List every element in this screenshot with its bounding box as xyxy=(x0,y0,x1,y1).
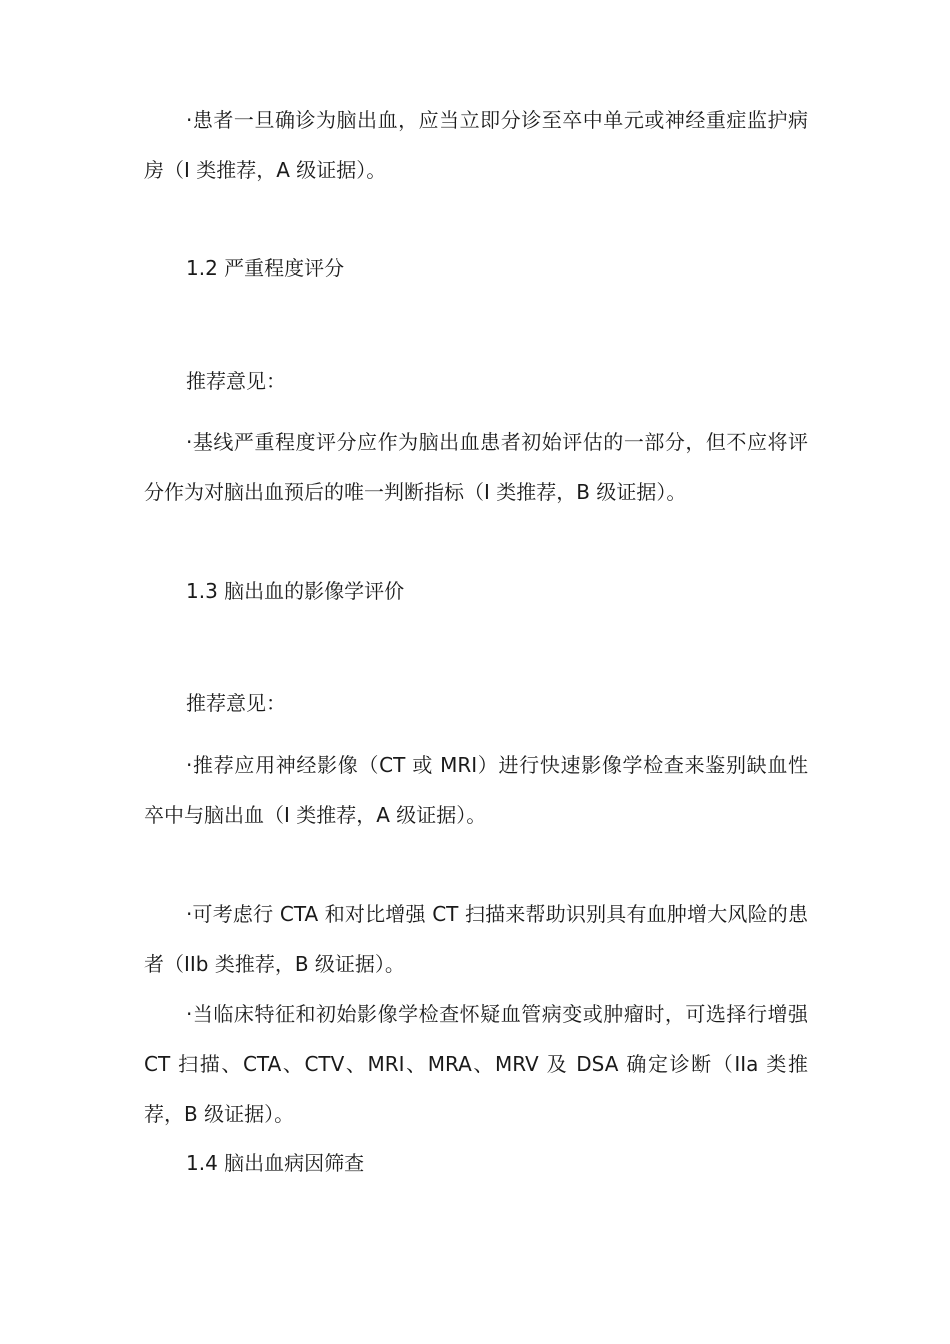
recommendation-label: 推荐意见： xyxy=(186,369,286,393)
paragraph-severity-score: ·基线严重程度评分应作为脑出血患者初始评估的一部分，但不应将评分作为对脑出血预后的唯一判断指标（I 类推荐，B 级证据）。 xyxy=(144,430,808,504)
section-heading-1-2: 1.2 严重程度评分 xyxy=(186,256,345,280)
paragraph-triage: ·患者一旦确诊为脑出血，应当立即分诊至卒中单元或神经重症监护病房（I 类推荐，A 级证据）。 xyxy=(144,108,808,182)
section-heading-1-4: 1.4 脑出血病因筛查 xyxy=(186,1151,365,1175)
paragraph-vascular-lesion: ·当临床特征和初始影像学检查怀疑血管病变或肿瘤时，可选择行增强 CT 扫描、CTA、CTV、MRI、MRA、MRV 及 DSA 确定诊断（IIa 类推荐，B 级证据）。 xyxy=(144,1002,808,1126)
paragraph-neuroimaging: ·推荐应用神经影像（CT 或 MRI）进行快速影像学检查来鉴别缺血性卒中与脑出血（I 类推荐，A 级证据）。 xyxy=(144,753,808,827)
recommendation-label: 推荐意见： xyxy=(186,691,286,715)
paragraph-cta: ·可考虑行 CTA 和对比增强 CT 扫描来帮助识别具有血肿增大风险的患者（IIb 类推荐，B 级证据）。 xyxy=(144,902,808,976)
section-heading-1-3: 1.3 脑出血的影像学评价 xyxy=(186,579,405,603)
